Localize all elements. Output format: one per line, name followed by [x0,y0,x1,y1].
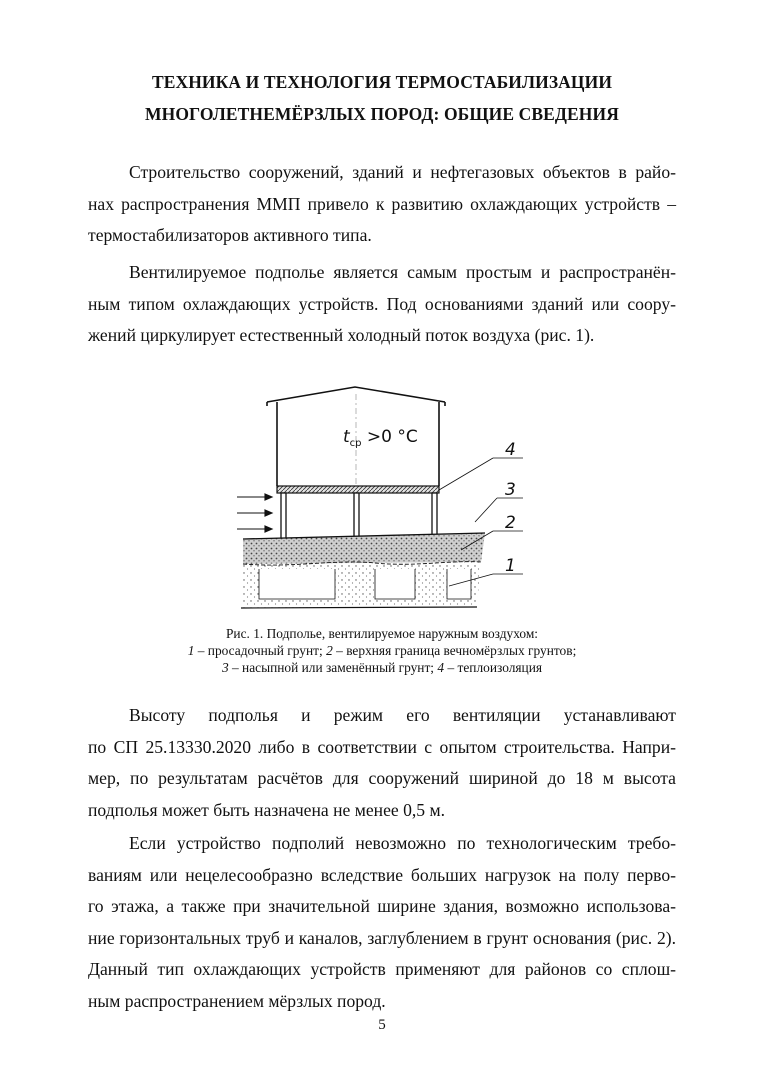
label-2: 2 [505,513,516,533]
figure-caption-title: Рис. 1. Подполье, вентилируемое наружным воздухом: [225,626,539,641]
paragraph-line: ваниям или нецелесообразно вследствие больших нагрузок на полу перво- [88,864,676,885]
soil-permafrost [241,562,481,608]
section-title-line-2: МНОГОЛЕТНЕМЁРЗЛЫХ ПОРОД: ОБЩИЕ СВЕДЕНИЯ [145,104,619,124]
paragraph-line: Вентилируемое подполье является самым простым и распространён- [129,262,676,282]
paragraph-line: мер, по результатам расчётов для сооружений шириной до 18 м высота [88,768,676,789]
legend-num-4: 4 [437,660,445,675]
paragraph-line: ным распространением мёрзлых пород. [88,990,386,1011]
paragraph-1 [88,157,676,252]
air-flow-arrows [237,494,272,532]
label-1: 1 [505,556,516,576]
paragraph-line: нах распространения ММП привело к развитию охлаждающих устройств – [88,193,676,214]
legend-num-3: 3 [221,660,229,675]
figure-caption-legend-2 [0,660,764,677]
figure-ventilated-crawlspace [235,382,525,618]
paragraph-4 [88,828,676,1018]
paragraph-line: ние горизонтальных труб и каналов, заглублением в грунт основания (рис. 2). [88,927,676,948]
legend-num-2: 2 [326,643,333,658]
paragraph-line: Высоту подполья и режим его вентиляции устанавливают [129,705,676,725]
paragraph-line: Если устройство подполий невозможно по технологическим требо- [129,833,676,853]
legend-num-1: 1 [187,643,195,658]
legend-text-4: – теплоизоляция [444,660,543,675]
paragraph-line: термостабилизаторов активного типа. [88,225,372,246]
legend-text-1: – просадочный грунт; [194,643,327,658]
paragraph-line: Данный тип охлаждающих устройств применяют для районов со сплош- [88,959,676,980]
legend-text-2: – верхняя граница вечномёрзлых грунтов; [332,643,577,658]
thermal-insulation [277,486,439,493]
paragraph-line: жений циркулирует естественный холодный поток воздуха (рис. 1). [88,325,595,346]
legend-text-3: – насыпной или заменённый грунт; [228,660,438,675]
paragraph-line: го этажа, а также при значительной ширине здания, возможно использова- [88,896,676,917]
paragraph-line: подполья может быть назначена не менее 0,5 м. [88,799,446,820]
label-4: 4 [505,440,516,460]
label-3: 3 [505,480,516,500]
paragraph-line: Строительство сооружений, зданий и нефтегазовых объектов в райо- [129,162,676,182]
soil-fill-layer [243,533,485,564]
paragraph-line: по СП 25.13330.2020 либо в соответствии с опытом строительства. Напри- [88,736,676,757]
paragraph-line: ным типом охлаждающих устройств. Под основаниями зданий или соору- [88,293,676,314]
temperature-label: $t_{ср} >0$ °C [343,427,418,449]
figure-caption-legend-1 [0,643,764,660]
page-number: 5 [378,1017,386,1033]
paragraph-2 [88,257,676,352]
section-title-line-1: ТЕХНИКА И ТЕХНОЛОГИЯ ТЕРМОСТАБИЛИЗАЦИИ [151,72,613,92]
paragraph-3 [88,700,676,826]
